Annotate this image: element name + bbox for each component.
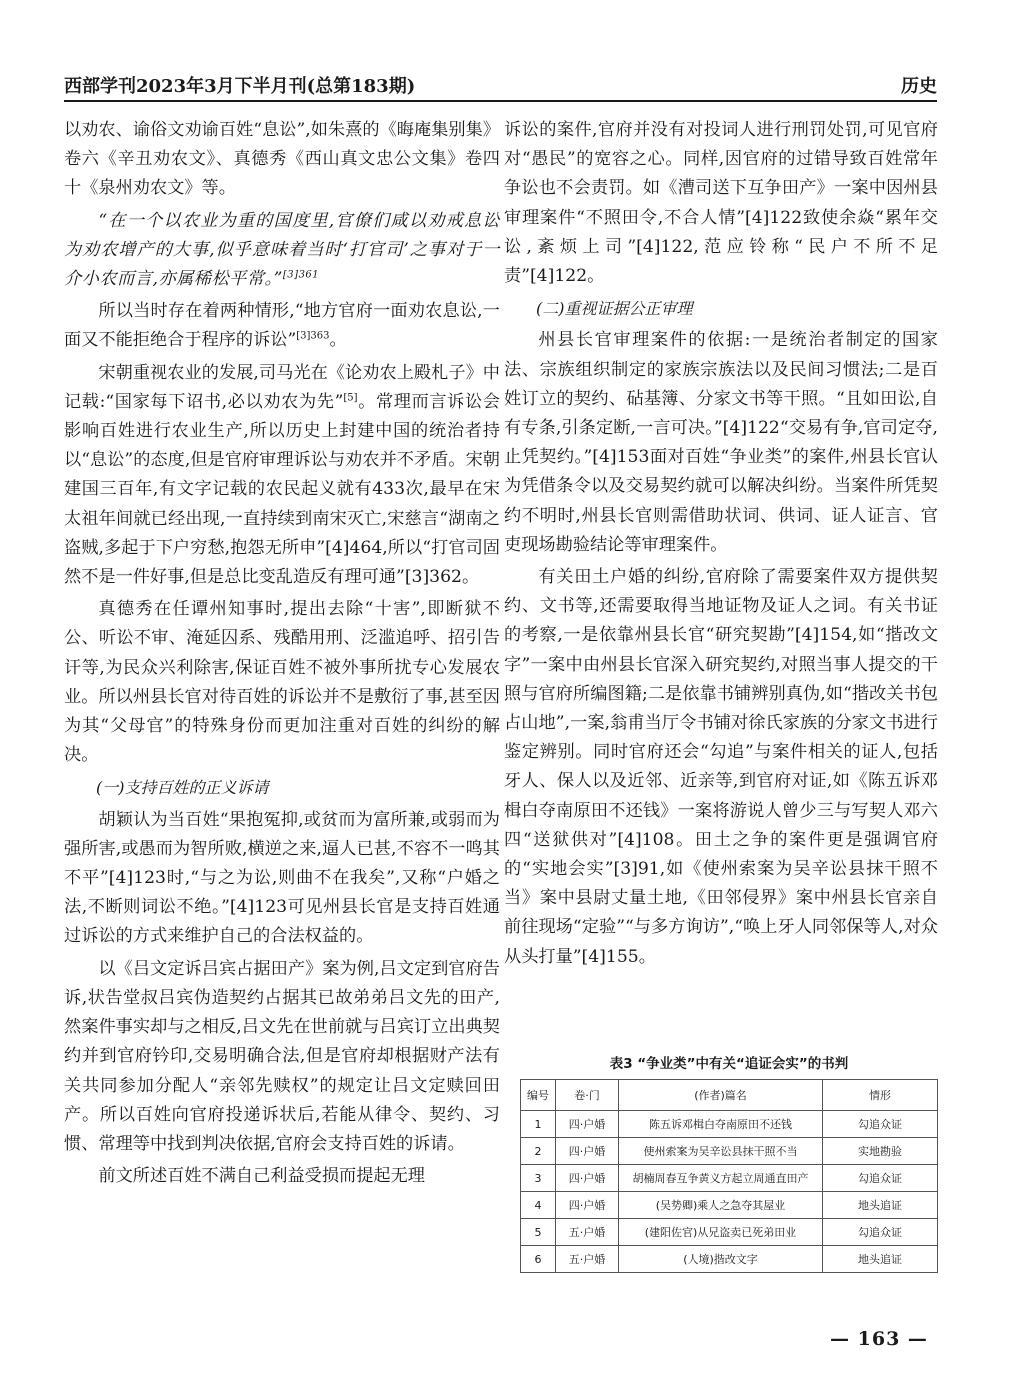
table-row [521, 1219, 938, 1246]
table-cell: 5 [521, 1219, 556, 1246]
paragraph [504, 116, 938, 291]
table-cell: (人境)揩改文字 [619, 1246, 823, 1273]
paragraph-text: 以《吕文定诉吕宾占据田产》案为例,吕文定到官府告诉,状告堂叔吕宾伪造契约占据其已故弟弟吕文先的田产,然案件事实却与之相反,吕文先在世前就与吕宾订立出典契约并到官府钤印,交易明确合法,但是官府却根据财产法有关共同参加分配人“亲邻先赎权”的规定让吕文定赎回田产。所以百姓向官府投递诉状后,若能从律令、契约、习惯、常理等中找到判决依据,官府会支持百姓的诉请。 [64, 958, 500, 1154]
citation-ref: [3]361 [282, 269, 320, 281]
paragraph-text: 所以当时存在着两种情形,“地方官府一面劝农息讼,一面又不能拒绝合于程序的诉讼” [64, 301, 500, 351]
paragraph [504, 563, 938, 972]
paragraph-text: 宋朝重视农业的发展,司马光在《论劝农上殿札子》中记载:“国家每下诏书,必以劝农为先” [64, 362, 500, 412]
running-header [64, 70, 937, 102]
table-cell: (建阳佐官)从兄盗卖已死弟田业 [619, 1219, 823, 1246]
paragraph-text: 真德秀在任谭州知事时,提出去除“十害”,即断狱不公、听讼不审、淹延囚系、残酷用刑、泛滥追呼、招引告讦等,为民众兴利除害,保证百姓不被外事所扰专心发展农业。所以州县长官对待百姓的诉讼并不是敷衍了事,甚至因为其“父母官”的特殊身份而更加注重对百姓的纠纷的解决。 [64, 599, 500, 766]
table-cell: 4 [521, 1192, 556, 1219]
paragraph-text: 以劝农、谕俗文劝谕百姓“息讼”,如朱熹的《晦庵集别集》卷六《辛丑劝农文》、真德秀《西山真文忠公文集》卷四十《泉州劝农文》等。 [64, 120, 500, 199]
paragraph [64, 116, 500, 204]
table-row [521, 1165, 938, 1192]
table-cell: 陈五诉邓楫白夺南原田不还钱 [619, 1111, 823, 1138]
table-cell: (吴势卿)乘人之急夺其屋业 [619, 1192, 823, 1219]
table-cell: 地头追证 [823, 1192, 938, 1219]
paragraph [504, 326, 938, 560]
paragraph-tail: 。常理而言诉讼会影响百姓进行农业生产,所以历史上封建中国的统治者持以“息讼”的态度,但是官府审理诉讼与劝农并不矛盾。宋朝建国三百年,有文字记载的农民起义就有433次,最早在宋太祖年间就已经出现,一直持续到南宋灭亡,宋慈言“湖南之盗贼,多起于下户穷愁,抱怨无所申”[4]464,所以“打官司固然不是一件好事,但是总比变乱造反有理可通”[3]362。 [64, 391, 500, 588]
table-cell: 地头追证 [823, 1246, 938, 1273]
table-row [521, 1138, 938, 1165]
block-quote [64, 207, 500, 295]
citation-ref: [3]363 [296, 330, 330, 342]
table-header-row [521, 1080, 938, 1111]
paragraph-text: “在一个以农业为重的国度里,官僚们咸以劝戒息讼为劝农增产的大事,似乎意味着当时‘打官司’之事对于一介小农而言,亦属稀松平常。” [64, 210, 500, 290]
table-cell: 6 [521, 1246, 556, 1273]
paragraph-text: 胡颖认为当百姓“果抱冤抑,或贫而为富所兼,或弱而为强所害,或愚而为智所败,横逆之来,逼人已甚,不容不一鸣其不平”[4]123时,“与之为讼,则曲不在我矣”,又称“户婚之法,不断则词讼不绝。”[4]123可见州县长官是支持百姓通过诉讼的方式来维护自己的合法权益的。 [64, 809, 500, 947]
journal-title: 西部学刊2023年3月下半月刊(总第183期) [64, 76, 416, 97]
paragraph [64, 806, 500, 952]
table-cell: 四·户婚 [556, 1192, 619, 1219]
col-header-number: 编号 [521, 1080, 556, 1111]
paragraph [64, 595, 500, 770]
section-heading: (一)支持百姓的正义诉请 [96, 778, 269, 798]
col-header-volume: 卷·门 [556, 1080, 619, 1111]
table-cell: 勾追众证 [823, 1111, 938, 1138]
section-heading: (二)重视证据公正审理 [536, 299, 693, 319]
table-cell: 四·户婚 [556, 1138, 619, 1165]
paragraph-text: 有关田土户婚的纠纷,官府除了需要案件双方提供契约、文书等,还需要取得当地证物及证人之词。有关书证的考察,一是依靠州县长官“研究契勘”[4]154,如“揩改文字”一案中由州县长官深入研究契约,对照当事人提交的干照与官府所编图籍;二是依靠书铺辨别真伪,如“揩改关书包占山地”,一案,翁甫当厅令书铺对徐氏家族的分家文书进行鉴定辨别。同时官府还会“勾追”与案件相关的证人,包括牙人、保人以及近邻、近亲等,到官府对证,如《陈五诉邓楫白夺南原田不还钱》一案将游说人曾少三与写契人邓六四“送狱供对”[4]108。田土之争的案件更是强调官府的“实地会实”[3]91,如《使州索案为吴辛讼县抹干照不当》案中县尉丈量土地,《田邻侵界》案中州县长官亲自前往现场“定验”“与多方询访”,“唤上牙人同邻保等人,对众从头打量”[4]155。 [504, 567, 938, 967]
citation-ref: [5] [343, 392, 358, 404]
paragraph [64, 1162, 500, 1191]
table-cell: 四·户婚 [556, 1165, 619, 1192]
table-cell: 2 [521, 1138, 556, 1165]
col-header-situation: 情形 [823, 1080, 938, 1111]
judgment-table [520, 1079, 938, 1273]
paragraph-text: 诉讼的案件,官府并没有对投词人进行刑罚处罚,可见官府对“愚民”的宽容之心。同样,因官府的过错导致百姓常年争讼也不会责罚。如《漕司送下互争田产》一案中因州县审理案件“不照田令,不合人情”[4]122致使余焱“累年交讼,紊烦上司”[4]122,范应铃称“民户不所不足责”[4]122。 [504, 120, 938, 287]
paragraph-text: 前文所述百姓不满自己利益受损而提起无理 [98, 1166, 425, 1187]
page-number: — 163 — [830, 1328, 928, 1350]
table-cell: 实地勘验 [823, 1138, 938, 1165]
table-cell: 勾追众证 [823, 1219, 938, 1246]
paragraph [64, 297, 500, 355]
table-row [521, 1192, 938, 1219]
table-cell: 使州索案为吴辛讼县抹干照不当 [619, 1138, 823, 1165]
table-cell: 胡楠周春互争黄义方起立周通直田产 [619, 1165, 823, 1192]
section-label: 历史 [901, 76, 937, 97]
table-cell: 四·户婚 [556, 1111, 619, 1138]
table-row [521, 1111, 938, 1138]
col-header-title: (作者)篇名 [619, 1080, 823, 1111]
table-cell: 1 [521, 1111, 556, 1138]
paragraph-tail: 。 [329, 330, 347, 351]
left-column [64, 116, 500, 1194]
paragraph [64, 359, 500, 593]
table-cell: 3 [521, 1165, 556, 1192]
table-cell: 勾追众证 [823, 1165, 938, 1192]
table-cell: 五·户婚 [556, 1246, 619, 1273]
right-column [504, 116, 938, 975]
paragraph-text: 州县长官审理案件的依据:一是统治者制定的国家法、宗族组织制定的家族宗族法以及民间习惯法;二是百姓订立的契约、砧基簿、分家文书等干照。“且如田讼,自有专条,引条定断,一言可决。”[4]122“交易有争,官司定夺,止凭契约。”[4]153面对百姓“争业类”的案件,州县长官认为凭借条令以及交易契约就可以解决纠纷。当案件所凭契约不明时,州县长官则需借助状词、供词、证人证言、官吏现场勘验结论等审理案件。 [504, 330, 938, 555]
table-row [521, 1246, 938, 1273]
paragraph [64, 955, 500, 1159]
table-title: 表3 “争业类”中有关“追证会实”的书判 [609, 1056, 849, 1072]
table-cell: 五·户婚 [556, 1219, 619, 1246]
